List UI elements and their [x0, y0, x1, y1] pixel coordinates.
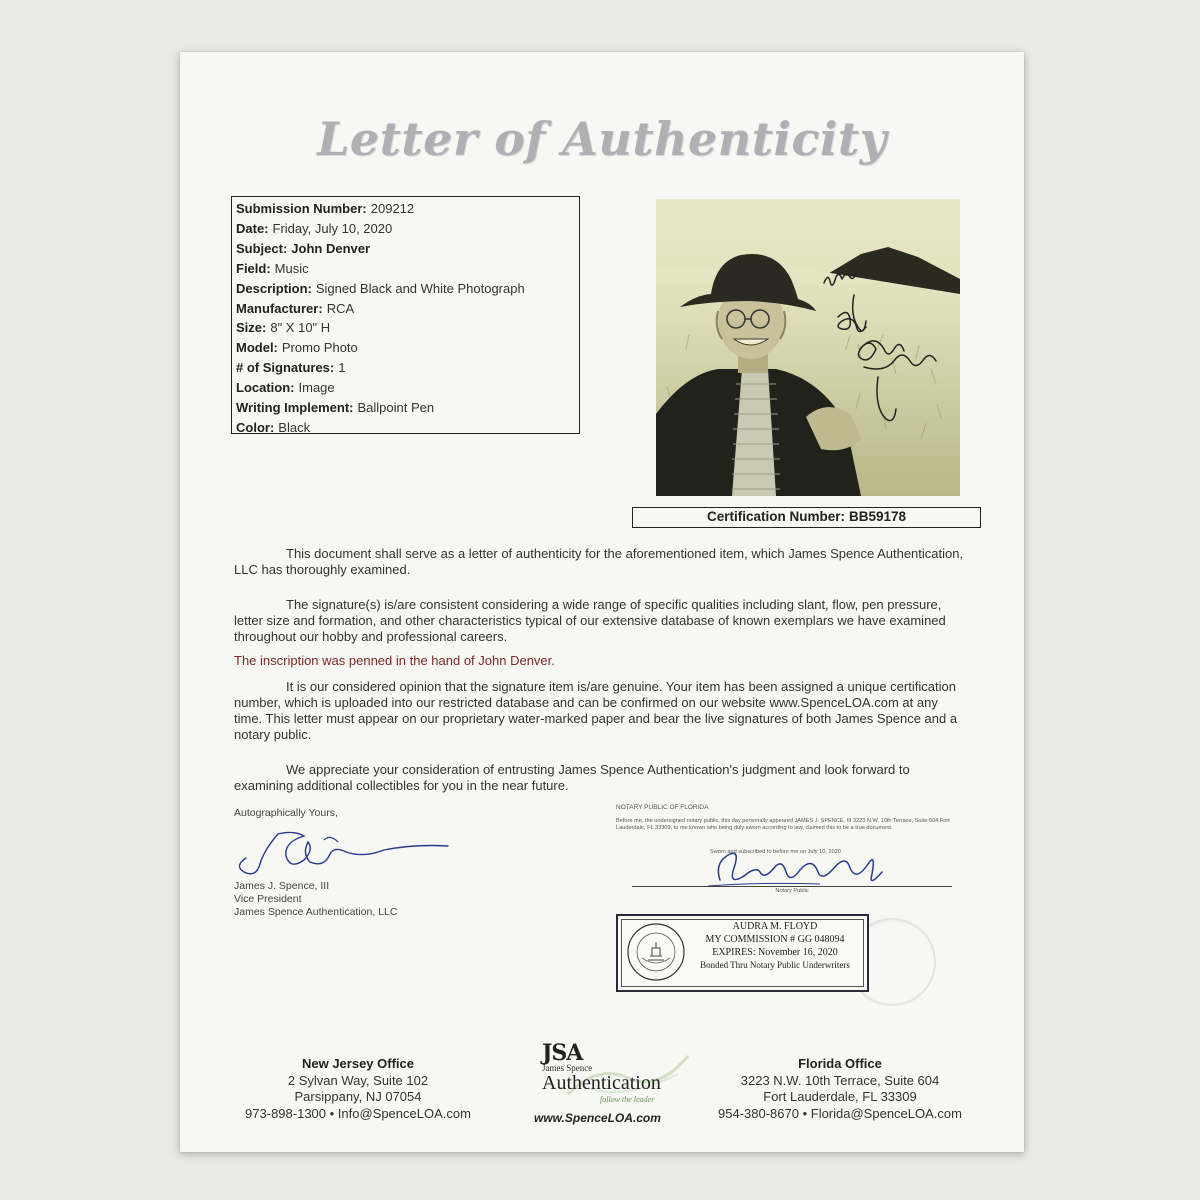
detail-row-field — [236, 259, 575, 279]
photo-illustration — [656, 199, 960, 496]
paragraph-intro: This document shall serve as a letter of authenticity for the aforementioned item, which James Spence Authentication, LLC has thoroughly examined. — [234, 546, 964, 577]
notary-signature-line — [632, 886, 952, 887]
logo-tagline: follow the leader — [600, 1095, 655, 1104]
notary-stamp-text — [690, 920, 860, 972]
notary-heading: NOTARY PUBLIC OF FLORIDA — [616, 804, 709, 811]
detail-value: Friday, July 10, 2020 — [272, 220, 393, 236]
signed-photograph — [656, 199, 960, 496]
paragraph-closing: We appreciate your consideration of entrusting James Spence Authentication's judgment and look forward to examining additional collectibles for you in the near future. — [234, 762, 910, 793]
logo-name: James Spence — [542, 1063, 593, 1073]
detail-value: Image — [298, 380, 335, 396]
office-contact-line: 954-380-8670 • Florida@SpenceLOA.com — [718, 1105, 962, 1121]
paragraph-opinion: It is our considered opinion that the signature item is/are genuine. Your item has been assigned a unique certification number, which is uploaded into our restricted database and can be confirmed on our website www.SpenceLOA.com at any time. This letter must appear on our proprietary water-marked paper and bear the live signatures of both James Spence and a notary public. — [234, 679, 958, 742]
detail-row-submission-number — [236, 199, 575, 219]
detail-label: # of Signatures: — [236, 360, 335, 376]
office-city-line: Parsippany, NJ 07054 — [294, 1089, 422, 1104]
detail-row-description — [236, 279, 575, 299]
detail-row-manufacturer — [236, 299, 575, 319]
closing-line: Autographically Yours, — [234, 807, 338, 819]
letter-sheet — [180, 52, 1024, 1152]
paragraph-signature-analysis: The signature(s) is/are consistent considering a wide range of specific qualities including slant, flow, pen pressure, letter size and formation, and other characteristics typical of our extensive database of known exemplars we have examined throughout our hobby and professional careers. — [234, 597, 946, 644]
detail-label: Field: — [236, 260, 271, 276]
detail-value: Black — [278, 419, 311, 435]
detail-value: Promo Photo — [281, 340, 358, 356]
office-heading: Florida Office — [798, 1056, 882, 1071]
detail-row-color — [236, 418, 575, 438]
certification-number: BB59178 — [848, 509, 907, 524]
signatory-block — [234, 807, 534, 919]
notary-name: AUDRA M. FLOYD — [732, 921, 818, 932]
item-details-box — [231, 196, 580, 434]
notary-bond: Bonded Thru Notary Public Underwriters — [700, 960, 850, 970]
detail-row-size — [236, 318, 575, 338]
notary-commission: MY COMMISSION # GG 048094 — [705, 934, 845, 945]
detail-value: 1 — [338, 360, 346, 376]
notary-signature-label: Notary Public — [775, 888, 809, 894]
notary-statement: Before me, the undersigned notary public, this day personally appeared JAMES J. SPENCE, III 3223 N.W. 10th Terrace, Suite 604 Fort Lauderdale, FL 33309, to me known who being duly sworn according to law, claimed this to be a true document. — [616, 818, 950, 832]
office-contact-line: 973-898-1300 • Info@SpenceLOA.com — [245, 1105, 471, 1121]
notary-seal-icon — [626, 922, 686, 982]
detail-label: Subject: — [236, 240, 288, 256]
signatory-company: James Spence Authentication, LLC — [234, 906, 398, 918]
detail-label: Description: — [236, 280, 312, 296]
jsa-logo — [528, 1040, 688, 1130]
detail-label: Size: — [236, 320, 267, 336]
detail-value: 8" X 10" H — [270, 320, 331, 336]
signature-notary — [700, 842, 900, 892]
signature-james-spence — [234, 820, 464, 880]
logo-url: www.SpenceLOA.com — [534, 1111, 661, 1125]
letter-title: Letter of Authenticity — [317, 112, 887, 166]
detail-label: Date: — [236, 220, 269, 236]
detail-value: John Denver — [291, 240, 371, 256]
detail-value: 209212 — [370, 201, 415, 216]
signatory-title: Vice President — [234, 893, 302, 905]
certification-number-box — [632, 507, 981, 528]
paragraph-inscription-note: The inscription was penned in the hand of John Denver. — [234, 653, 555, 668]
detail-value: RCA — [326, 300, 355, 316]
detail-value: Music — [274, 260, 309, 276]
detail-value: Signed Black and White Photograph — [315, 280, 525, 296]
detail-label: Model: — [236, 340, 278, 356]
certification-label: Certification Number: — [706, 509, 845, 524]
detail-row-signature-count — [236, 358, 575, 378]
detail-row-model — [236, 338, 575, 358]
florida-office — [710, 1056, 970, 1122]
office-address-line: 2 Sylvan Way, Suite 102 — [287, 1072, 429, 1088]
notary-expiration: EXPIRES: November 16, 2020 — [712, 947, 838, 958]
detail-label: Writing Implement: — [236, 400, 354, 416]
signatory-name: James J. Spence, III — [234, 880, 330, 892]
logo-abbreviation: JSA — [542, 1040, 583, 1066]
detail-label: Location: — [236, 380, 295, 396]
detail-label: Manufacturer: — [236, 300, 323, 316]
notary-stamp — [616, 914, 869, 992]
detail-value: Ballpoint Pen — [357, 400, 435, 416]
detail-label: Submission Number: — [236, 201, 367, 216]
office-city-line: Fort Lauderdale, FL 33309 — [763, 1089, 917, 1104]
office-heading: New Jersey Office — [301, 1056, 414, 1071]
logo-word: Authentication — [542, 1072, 661, 1094]
detail-row-subject — [236, 239, 575, 259]
notary-sworn-line: Sworn and subscribed to before me on July 10, 2020 — [710, 849, 841, 855]
new-jersey-office — [228, 1056, 488, 1122]
office-address-line: 3223 N.W. 10th Terrace, Suite 604 — [740, 1072, 940, 1088]
detail-label: Color: — [236, 419, 275, 435]
detail-row-writing-implement — [236, 398, 575, 418]
detail-row-date — [236, 219, 575, 239]
detail-row-location — [236, 378, 575, 398]
